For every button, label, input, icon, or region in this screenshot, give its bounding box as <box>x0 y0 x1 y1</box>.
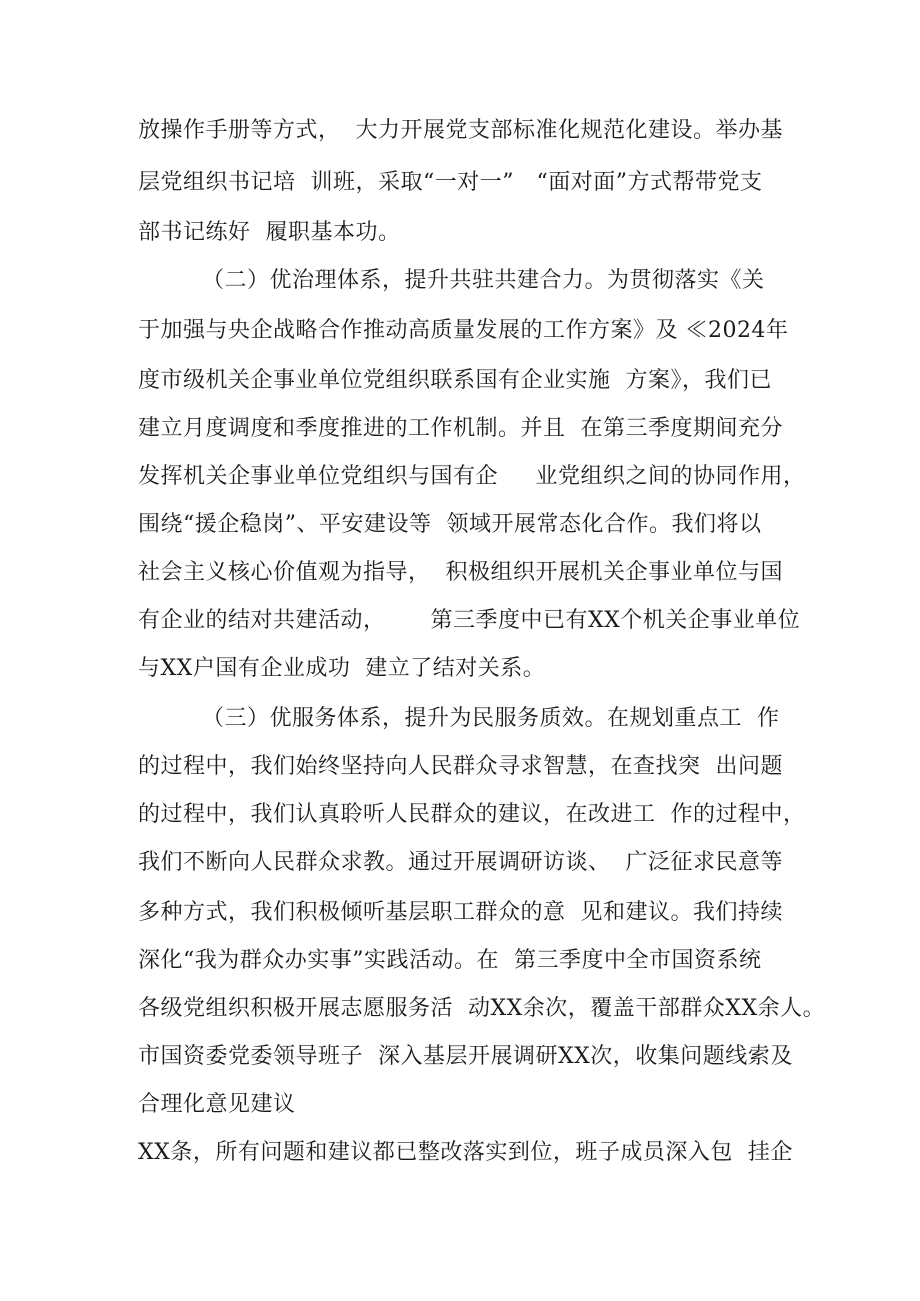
text-line: 我们不断向人民群众求教。通过开展调研访谈、 广泛征求民意等 <box>138 850 783 875</box>
section-heading-2: （二）优治理体系，提升共驻共建合力。为贯彻落实《关 <box>202 268 765 293</box>
text-line: 发挥机关企事业单位党组织与国有企 业党组织之间的协同作用， <box>138 464 806 489</box>
text-line: 有企业的结对共建活动， 第三季度中已有XX个机关企事业单位 <box>138 608 801 633</box>
text-line: 的过程中，我们始终坚持向人民群众寻求智慧，在查找突 出问题 <box>138 754 783 779</box>
text-line: 部书记练好 履职基本功。 <box>138 220 401 245</box>
text-line: 的过程中，我们认真聆听人民群众的建议，在改进工 作的过程中， <box>138 802 806 827</box>
text-line: 建立月度调度和季度推进的工作机制。并且 在第三季度期间充分 <box>138 416 783 441</box>
text-line: 围绕“援企稳岗”、平安建设等 领域开展常态化合作。我们将以 <box>138 512 762 537</box>
section-heading-3: （三）优服务体系，提升为民服务质效。在规划重点工 作 <box>202 706 780 731</box>
text-line: 合理化意见建议 <box>138 1092 296 1117</box>
text-line: XX条，所有问题和建议都已整改落实到位，班子成员深入包 挂企 <box>138 1140 793 1165</box>
text-line: 放操作手册等方式， 大力开展党支部标准化规范化建设。举办基 <box>138 118 783 143</box>
text-line: 各级党组织积极开展志愿服务活 动XX余次，覆盖干部群众XX余人。 <box>138 996 826 1021</box>
text-line: 度市级机关企事业单位党组织联系国有企业实施 方案》，我们已 <box>138 368 772 393</box>
text-line: 多种方式，我们积极倾听基层职工群众的意 见和建议。我们持续 <box>138 900 783 925</box>
text-line: 深化“我为群众办实事”实践活动。在 第三季度中全市国资系统 <box>138 948 762 973</box>
text-line: 社会主义核心价值观为指导， 积极组织开展机关企事业单位与国 <box>138 560 783 585</box>
text-line: 市国资委党委领导班子 深入基层开展调研XX次，收集问题线索及 <box>138 1044 793 1069</box>
text-line: 与XX户国有企业成功 建立了结对关系。 <box>138 656 546 681</box>
text-line: 层党组织书记培 训班，采取“一对一” “面对面”方式帮带党支 <box>138 170 763 195</box>
text-line: 于加强与央企战略合作推动高质量发展的工作方案》及 ≪2024年 <box>138 318 789 343</box>
